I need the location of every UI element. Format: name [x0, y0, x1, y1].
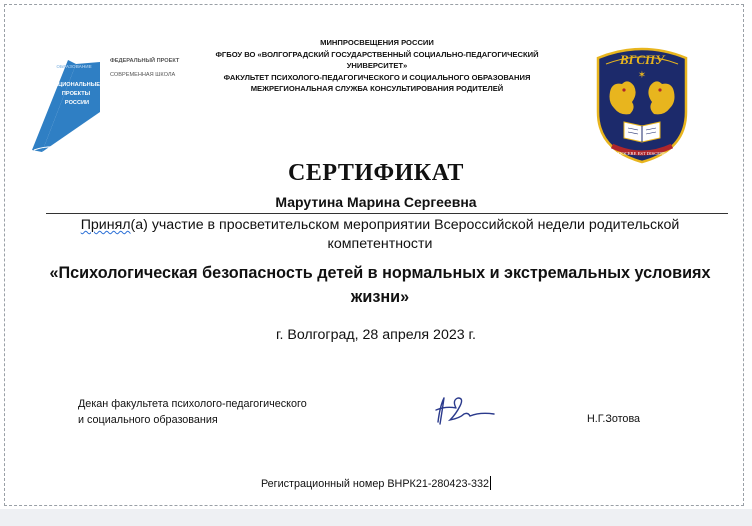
header-line5: МЕЖРЕГИОНАЛЬНАЯ СЛУЖБА КОНСУЛЬТИРОВАНИЯ РОДИТЕЛЕЙ: [250, 84, 504, 93]
participation-text-verb: Принял: [80, 217, 131, 233]
window-bottom-bar: [0, 509, 752, 526]
text-cursor: [490, 476, 491, 490]
place-date: г. Волгоград, 28 апреля 2023 г.: [276, 327, 476, 343]
university-emblem: [594, 42, 690, 166]
registration-number-text: Регистрационный номер ВНРК21-280423-332: [260, 478, 490, 490]
recipient-name: Марутина Марина Сергеевна: [275, 194, 477, 210]
header-line2: ФГБОУ ВО «ВОЛГОГРАДСКИЙ ГОСУДАРСТВЕННЫЙ СОЦИАЛЬНО-ПЕДАГОГИЧЕСКИЙ: [215, 49, 539, 59]
emblem-motto: DOCERE EST DISCERE: [618, 151, 666, 156]
logo-ribbon-line3: ПРОЕКТЫ: [61, 91, 91, 97]
registration-number: [0, 476, 752, 490]
header-line1: МИНПРОСВЕЩЕНИЯ РОССИИ: [320, 38, 434, 47]
logo-fed-project-line2: СОВРЕМЕННАЯ ШКОЛА: [110, 72, 176, 78]
emblem-top-text: ВГСПУ: [619, 52, 665, 67]
dean-title-line2: и социального образования: [78, 413, 218, 426]
dean-title-line1: Декан факультета психолого-педагогического: [78, 398, 307, 410]
logo-fed-project-line1: ФЕДЕРАЛЬНЫЙ ПРОЕКТ: [110, 58, 180, 64]
certificate-title: СЕРТИФИКАТ: [288, 160, 464, 186]
logo-ribbon-line1: ОБРАЗОВАНИЕ: [56, 64, 92, 69]
certificate-header: [192, 37, 562, 95]
national-projects-logo: [30, 52, 180, 152]
logo-ribbon-line2: НАЦИОНАЛЬНЫЕ: [50, 82, 100, 88]
header-line4: ФАКУЛЬТЕТ ПСИХОЛОГО-ПЕДАГОГИЧЕСКОГО И СОЦИАЛЬНОГО ОБРАЗОВАНИЯ: [223, 72, 531, 82]
name-underline: [46, 213, 728, 214]
handwritten-signature: [430, 392, 500, 428]
participation-text: [40, 216, 720, 254]
logo-ribbon-line4: РОССИИ: [64, 100, 90, 106]
signer-name: Н.Г.Зотова: [587, 413, 641, 425]
header-line3: УНИВЕРСИТЕТ»: [346, 61, 408, 70]
dean-title: [78, 397, 307, 428]
participation-text-rest: (а) участие в просветительском мероприятии Всероссийской недели родительской компетентности: [130, 217, 680, 252]
event-title: «Психологическая безопасность детей в нормальных и экстремальных условиях жизни»: [49, 264, 711, 306]
star-icon: ✶: [637, 70, 647, 81]
